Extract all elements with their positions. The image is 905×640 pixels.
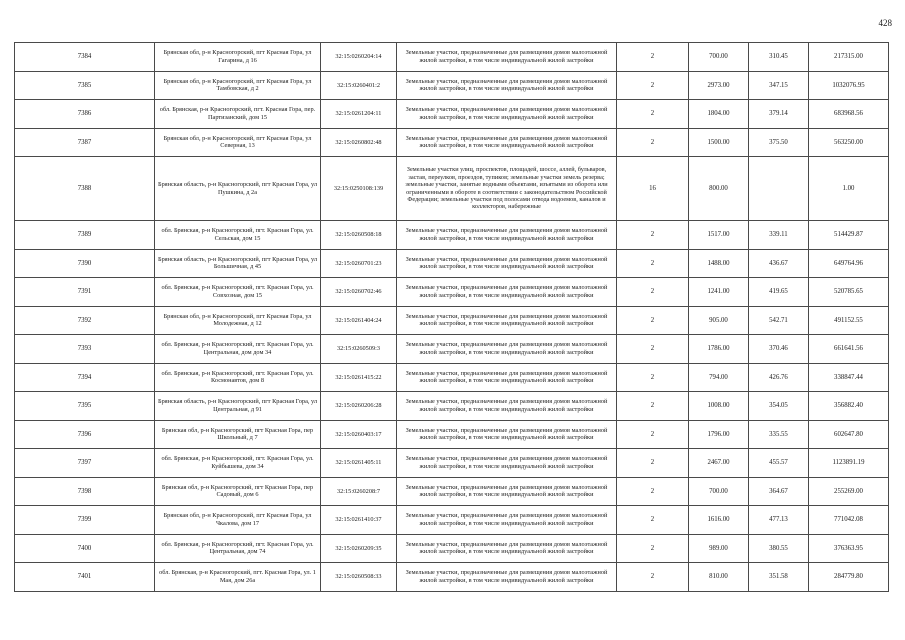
specific-value-cell: 379.14 bbox=[749, 100, 809, 129]
land-use-type-cell: Земельные участки, предназначенные для размещения домов малоэтажной жилой застройки, в том числе индивидуальной жилой застройки bbox=[397, 506, 617, 535]
area-cell: 1786.00 bbox=[689, 335, 749, 364]
cadastral-value-cell: 491152.55 bbox=[809, 306, 889, 335]
cadastral-number-cell: 32:15:0260206:28 bbox=[321, 392, 397, 421]
address-cell: Брянская обл, р-н Красногорский, пгт Красная Гора, ул Гагарина, д 16 bbox=[155, 43, 321, 72]
address-cell: Брянская обл, р-н Красногорский, пгт Красная Гора, ул Тамбовская, д 2 bbox=[155, 71, 321, 100]
cadastral-value-cell: 520785.65 bbox=[809, 278, 889, 307]
address-cell: Брянская область, р-н Красногорский, пгт Красная Гора, ул Большичная, д 45 bbox=[155, 249, 321, 278]
row-number-cell: 7386 bbox=[15, 100, 155, 129]
use-group-cell: 2 bbox=[617, 278, 689, 307]
cadastral-number-cell: 32:15:0260701:23 bbox=[321, 249, 397, 278]
use-group-cell: 2 bbox=[617, 100, 689, 129]
specific-value-cell: 335.55 bbox=[749, 420, 809, 449]
cadastral-number-cell: 32:15:0260702:46 bbox=[321, 278, 397, 307]
row-number-cell: 7390 bbox=[15, 249, 155, 278]
row-number-cell: 7384 bbox=[15, 43, 155, 72]
specific-value-cell: 436.67 bbox=[749, 249, 809, 278]
use-group-cell: 2 bbox=[617, 534, 689, 563]
area-cell: 1804.00 bbox=[689, 100, 749, 129]
table-row bbox=[15, 420, 889, 449]
specific-value-cell: 339.11 bbox=[749, 221, 809, 250]
cadastral-number-cell: 32:15:0260401:2 bbox=[321, 71, 397, 100]
row-number-cell: 7400 bbox=[15, 534, 155, 563]
land-use-type-cell: Земельные участки, предназначенные для размещения домов малоэтажной жилой застройки, в том числе индивидуальной жилой застройки bbox=[397, 363, 617, 392]
land-use-type-cell: Земельные участки, предназначенные для размещения домов малоэтажной жилой застройки, в том числе индивидуальной жилой застройки bbox=[397, 278, 617, 307]
table-row bbox=[15, 43, 889, 72]
cadastral-value-cell: 217315.00 bbox=[809, 43, 889, 72]
cadastral-number-cell: 32:15:0261204:11 bbox=[321, 100, 397, 129]
area-cell: 1008.00 bbox=[689, 392, 749, 421]
land-use-type-cell: Земельные участки, предназначенные для размещения домов малоэтажной жилой застройки, в том числе индивидуальной жилой застройки bbox=[397, 335, 617, 364]
specific-value-cell: 310.45 bbox=[749, 43, 809, 72]
table-row bbox=[15, 335, 889, 364]
address-cell: Брянская обл, р-н Красногорский, пгт Красная Гора, ул Северная, 13 bbox=[155, 128, 321, 157]
area-cell: 905.00 bbox=[689, 306, 749, 335]
cadastral-value-cell: 771042.08 bbox=[809, 506, 889, 535]
address-cell: Брянская обл, р-н Красногорский, пгт Красная Гора, пер Садовый, дом 6 bbox=[155, 477, 321, 506]
use-group-cell: 2 bbox=[617, 221, 689, 250]
use-group-cell: 2 bbox=[617, 392, 689, 421]
specific-value-cell: 354.05 bbox=[749, 392, 809, 421]
use-group-cell: 2 bbox=[617, 71, 689, 100]
area-cell: 1500.00 bbox=[689, 128, 749, 157]
land-use-type-cell: Земельные участки, предназначенные для размещения домов малоэтажной жилой застройки, в том числе индивидуальной жилой застройки bbox=[397, 563, 617, 592]
cadastral-number-cell: 32:15:0260403:17 bbox=[321, 420, 397, 449]
specific-value-cell: 347.15 bbox=[749, 71, 809, 100]
row-number-cell: 7397 bbox=[15, 449, 155, 478]
cadastral-value-cell: 376363.95 bbox=[809, 534, 889, 563]
cadastral-value-cell: 649764.96 bbox=[809, 249, 889, 278]
specific-value-cell: 477.13 bbox=[749, 506, 809, 535]
address-cell: Брянская обл, р-н Красногорский, пгт Красная Гора, ул Молодежная, д 12 bbox=[155, 306, 321, 335]
address-cell: обл. Брянская, р-н Красногорский, пгт. Красная Гора, ул. Центральная, дом 74 bbox=[155, 534, 321, 563]
area-cell: 700.00 bbox=[689, 43, 749, 72]
use-group-cell: 2 bbox=[617, 420, 689, 449]
use-group-cell: 2 bbox=[617, 477, 689, 506]
table-row bbox=[15, 506, 889, 535]
land-use-type-cell: Земельные участки, предназначенные для размещения домов малоэтажной жилой застройки, в том числе индивидуальной жилой застройки bbox=[397, 306, 617, 335]
address-cell: обл. Брянская, р-н Красногорский, пгт. Красная Гора, ул. Центральная, дом дом 34 bbox=[155, 335, 321, 364]
cadastral-value-cell: 514429.87 bbox=[809, 221, 889, 250]
specific-value-cell: 351.58 bbox=[749, 563, 809, 592]
cadastral-value-cell: 356882.40 bbox=[809, 392, 889, 421]
cadastral-value-cell: 255269.00 bbox=[809, 477, 889, 506]
land-use-type-cell: Земельные участки, предназначенные для размещения домов малоэтажной жилой застройки, в том числе индивидуальной жилой застройки bbox=[397, 221, 617, 250]
use-group-cell: 2 bbox=[617, 506, 689, 535]
table-row bbox=[15, 477, 889, 506]
land-use-type-cell: Земельные участки улиц, проспектов, площадей, шоссе, аллей, бульваров, застав, переулков, проездов, тупиков; земельные участки земель резерва; земельные участки, занятые водными объектами, изъятыми из оборота или ограниченными в обороте в соответствии с законодательством Российской Федерации; земельные участки под полосами отвода водоемов, каналов и коллекторов, набережные bbox=[397, 157, 617, 221]
row-number-cell: 7395 bbox=[15, 392, 155, 421]
land-use-type-cell: Земельные участки, предназначенные для размещения домов малоэтажной жилой застройки, в том числе индивидуальной жилой застройки bbox=[397, 420, 617, 449]
address-cell: Брянская область, р-н Красногорский, пгт Красная Гора, ул Центральная, д 91 bbox=[155, 392, 321, 421]
land-use-type-cell: Земельные участки, предназначенные для размещения домов малоэтажной жилой застройки, в том числе индивидуальной жилой застройки bbox=[397, 249, 617, 278]
row-number-cell: 7389 bbox=[15, 221, 155, 250]
land-use-type-cell: Земельные участки, предназначенные для размещения домов малоэтажной жилой застройки, в том числе индивидуальной жилой застройки bbox=[397, 534, 617, 563]
row-number-cell: 7391 bbox=[15, 278, 155, 307]
cadastral-number-cell: 32:15:0261404:24 bbox=[321, 306, 397, 335]
cadastral-value-cell: 661641.56 bbox=[809, 335, 889, 364]
cadastral-value-cell: 1123891.19 bbox=[809, 449, 889, 478]
row-number-cell: 7399 bbox=[15, 506, 155, 535]
specific-value-cell: 370.46 bbox=[749, 335, 809, 364]
use-group-cell: 2 bbox=[617, 563, 689, 592]
table-row bbox=[15, 128, 889, 157]
land-use-type-cell: Земельные участки, предназначенные для размещения домов малоэтажной жилой застройки, в том числе индивидуальной жилой застройки bbox=[397, 392, 617, 421]
area-cell: 700.00 bbox=[689, 477, 749, 506]
land-use-type-cell: Земельные участки, предназначенные для размещения домов малоэтажной жилой застройки, в том числе индивидуальной жилой застройки bbox=[397, 128, 617, 157]
land-use-type-cell: Земельные участки, предназначенные для размещения домов малоэтажной жилой застройки, в том числе индивидуальной жилой застройки bbox=[397, 449, 617, 478]
cadastral-value-cell: 602647.80 bbox=[809, 420, 889, 449]
table-row bbox=[15, 449, 889, 478]
cadastral-number-cell: 32:15:0260208:7 bbox=[321, 477, 397, 506]
address-cell: обл. Брянская, р-н Красногорский, пгт. Красная Гора, пер. Партизанский, дом 15 bbox=[155, 100, 321, 129]
address-cell: обл. Брянская, р-н Красногорский, пгт. Красная Гора, ул. 1 Мая, дом 26а bbox=[155, 563, 321, 592]
row-number-cell: 7388 bbox=[15, 157, 155, 221]
specific-value-cell: 542.71 bbox=[749, 306, 809, 335]
table-row bbox=[15, 534, 889, 563]
land-use-type-cell: Земельные участки, предназначенные для размещения домов малоэтажной жилой застройки, в том числе индивидуальной жилой застройки bbox=[397, 43, 617, 72]
cadastral-number-cell: 32:15:0261415:22 bbox=[321, 363, 397, 392]
use-group-cell: 2 bbox=[617, 306, 689, 335]
specific-value-cell bbox=[749, 157, 809, 221]
page-number: 428 bbox=[878, 18, 892, 28]
row-number-cell: 7393 bbox=[15, 335, 155, 364]
cadastral-value-cell: 1032076.95 bbox=[809, 71, 889, 100]
table-row bbox=[15, 100, 889, 129]
area-cell: 1517.00 bbox=[689, 221, 749, 250]
row-number-cell: 7392 bbox=[15, 306, 155, 335]
use-group-cell: 16 bbox=[617, 157, 689, 221]
row-number-cell: 7387 bbox=[15, 128, 155, 157]
row-number-cell: 7401 bbox=[15, 563, 155, 592]
area-cell: 1616.00 bbox=[689, 506, 749, 535]
table-row bbox=[15, 392, 889, 421]
specific-value-cell: 364.67 bbox=[749, 477, 809, 506]
area-cell: 2467.00 bbox=[689, 449, 749, 478]
address-cell: Брянская обл, р-н Красногорский, пгт Красная Гора, пер Школьный, д 7 bbox=[155, 420, 321, 449]
area-cell: 810.00 bbox=[689, 563, 749, 592]
cadastral-number-cell: 32:15:0261410:37 bbox=[321, 506, 397, 535]
cadastral-number-cell: 32:15:0260204:14 bbox=[321, 43, 397, 72]
specific-value-cell: 419.65 bbox=[749, 278, 809, 307]
use-group-cell: 2 bbox=[617, 128, 689, 157]
table-row bbox=[15, 249, 889, 278]
use-group-cell: 2 bbox=[617, 43, 689, 72]
table-row bbox=[15, 71, 889, 100]
cadastral-number-cell: 32:15:0261405:11 bbox=[321, 449, 397, 478]
address-cell: обл. Брянская, р-н Красногорский, пгт. Красная Гора, ул. Совхозная, дом 15 bbox=[155, 278, 321, 307]
address-cell: обл. Брянская, р-н Красногорский, пгт. Красная Гора, ул. Сельская, дом 15 bbox=[155, 221, 321, 250]
table-row bbox=[15, 221, 889, 250]
area-cell: 1488.00 bbox=[689, 249, 749, 278]
area-cell: 2973.00 bbox=[689, 71, 749, 100]
table-row bbox=[15, 306, 889, 335]
cadastral-number-cell: 32:15:0250108:139 bbox=[321, 157, 397, 221]
land-use-type-cell: Земельные участки, предназначенные для размещения домов малоэтажной жилой застройки, в том числе индивидуальной жилой застройки bbox=[397, 100, 617, 129]
row-number-cell: 7385 bbox=[15, 71, 155, 100]
cadastral-value-cell: 683968.56 bbox=[809, 100, 889, 129]
area-cell: 1241.00 bbox=[689, 278, 749, 307]
specific-value-cell: 375.50 bbox=[749, 128, 809, 157]
row-number-cell: 7398 bbox=[15, 477, 155, 506]
cadastral-number-cell: 32:15:0260802:48 bbox=[321, 128, 397, 157]
table-row bbox=[15, 278, 889, 307]
specific-value-cell: 455.57 bbox=[749, 449, 809, 478]
row-number-cell: 7396 bbox=[15, 420, 155, 449]
use-group-cell: 2 bbox=[617, 249, 689, 278]
cadastral-number-cell: 32:15:0260509:3 bbox=[321, 335, 397, 364]
table-row bbox=[15, 157, 889, 221]
land-use-type-cell: Земельные участки, предназначенные для размещения домов малоэтажной жилой застройки, в том числе индивидуальной жилой застройки bbox=[397, 477, 617, 506]
row-number-cell: 7394 bbox=[15, 363, 155, 392]
area-cell: 1796.00 bbox=[689, 420, 749, 449]
use-group-cell: 2 bbox=[617, 335, 689, 364]
address-cell: обл. Брянская, р-н Красногорский, пгт. Красная Гора, ул. Куйбышева, дом 34 bbox=[155, 449, 321, 478]
table-row bbox=[15, 563, 889, 592]
use-group-cell: 2 bbox=[617, 449, 689, 478]
cadastral-number-cell: 32:15:0260508:33 bbox=[321, 563, 397, 592]
land-use-type-cell: Земельные участки, предназначенные для размещения домов малоэтажной жилой застройки, в том числе индивидуальной жилой застройки bbox=[397, 71, 617, 100]
cadastral-value-cell: 563250.00 bbox=[809, 128, 889, 157]
address-cell: обл. Брянская, р-н Красногорский, пгт. Красная Гора, ул. Космонавтов, дом 8 bbox=[155, 363, 321, 392]
table-row bbox=[15, 363, 889, 392]
cadastral-value-cell: 284779.80 bbox=[809, 563, 889, 592]
address-cell: Брянская обл, р-н Красногорский, пгт Красная Гора, ул Чкалова, дом 17 bbox=[155, 506, 321, 535]
specific-value-cell: 426.76 bbox=[749, 363, 809, 392]
cadastral-number-cell: 32:15:0260508:18 bbox=[321, 221, 397, 250]
cadastral-value-cell: 1.00 bbox=[809, 157, 889, 221]
address-cell: Брянская область, р-н Красногорский, пгт Красная Гора, ул Пушкина, д 2а bbox=[155, 157, 321, 221]
area-cell: 989.00 bbox=[689, 534, 749, 563]
use-group-cell: 2 bbox=[617, 363, 689, 392]
area-cell: 794.00 bbox=[689, 363, 749, 392]
cadastral-number-cell: 32:15:0260209:35 bbox=[321, 534, 397, 563]
area-cell: 800.00 bbox=[689, 157, 749, 221]
cadastral-value-table bbox=[14, 42, 889, 592]
specific-value-cell: 380.55 bbox=[749, 534, 809, 563]
cadastral-value-cell: 338847.44 bbox=[809, 363, 889, 392]
